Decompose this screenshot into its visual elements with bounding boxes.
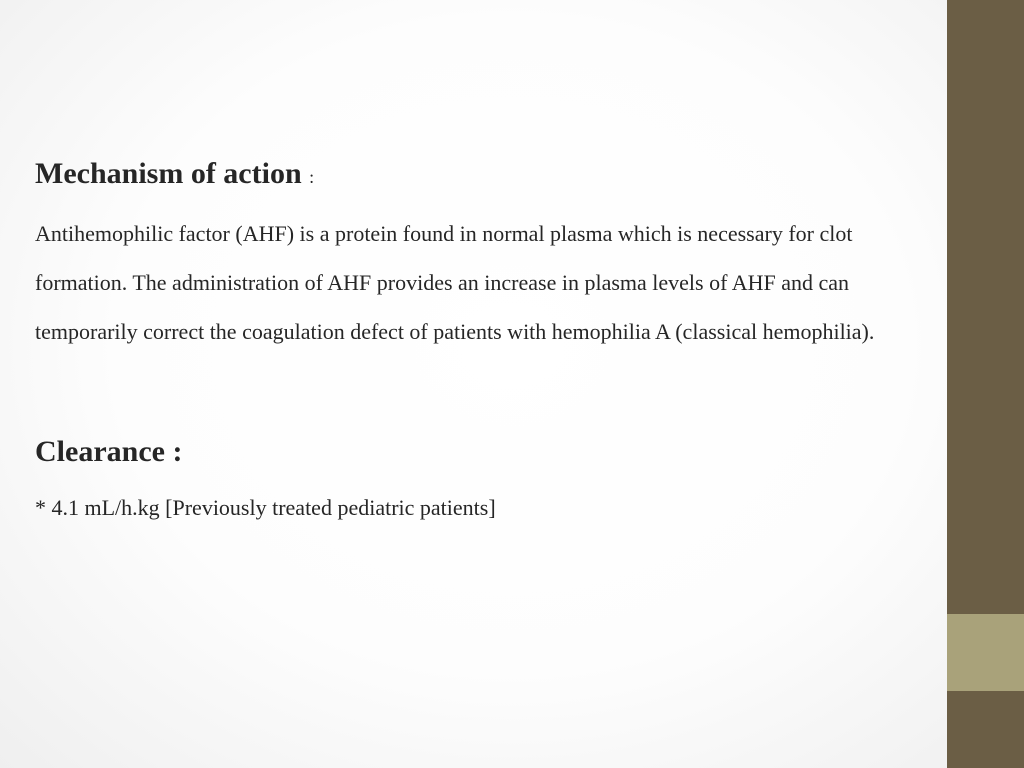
mechanism-heading-text: Mechanism of action	[35, 157, 302, 190]
mechanism-heading	[35, 150, 915, 201]
slide-content	[35, 150, 915, 528]
clearance-heading: Clearance :	[35, 435, 183, 468]
decorative-sidebar-accent	[947, 614, 1024, 691]
mechanism-heading-colon: :	[309, 167, 315, 187]
decorative-sidebar	[947, 0, 1024, 768]
mechanism-paragraph: Antihemophilic factor (AHF) is a protein found in normal plasma which is necessary for clot formation. The administration of AHF provides an increase in plasma levels of AHF and can temporarily correct the coagulation defect of patients with hemophilia A (classical hemophilia).	[35, 221, 875, 344]
clearance-item: * 4.1 mL/h.kg [Previously treated pediatric patients]	[35, 495, 496, 520]
